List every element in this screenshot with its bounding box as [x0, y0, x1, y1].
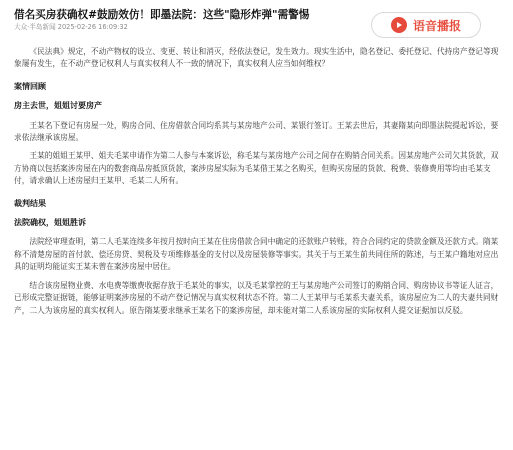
- article-meta: 大众·半岛新闻 2025-02-26 16:09:32: [14, 23, 128, 31]
- paragraph-case-2: 王某的姐姐王某甲、姐夫毛某申请作为第二人参与本案诉讼，称毛某与某房地产公司之间存在购销合同关系。因某房地产公司欠其货款，双方协商以包括案涉房屋在内的数套商品房抵顶货款，案涉房屋实际为毛某借王某之名购买，但购买房屋的货款、税费、装修费用等均由毛某支付，请求确认上述房屋归王某甲、毛某二人所有。: [14, 151, 499, 186]
- article-title: 借名买房获确权#鼓励效仿！即墨法院：这些"隐形炸弹"需警惕: [14, 9, 310, 21]
- sub-heading-result: 法院确权，姐姐胜诉: [14, 218, 86, 228]
- section-heading-case: 案情回顾: [14, 81, 46, 91]
- play-icon: [391, 17, 407, 33]
- paragraph-intro: 《民法典》规定，不动产物权的设立、变更、转让和消灭，经依法登记，发生效力。现实生活中，隐名登记、委托登记、代持房产登记等现象屡有发生，在不动产登记权利人与真实权利人不一致的情况下，真实权利人应当如何维权？: [14, 47, 499, 69]
- paragraph-result-1: 法院经审理查明，第二人毛某连续多年按月按时向王某在住房借款合同中确定的还款账户转账，符合合同约定的贷款金额及还款方式。隋某称不清楚房屋的首付款、偿还房贷、契税及专项维修基金的支付以及房屋装修等事实。其关于与王某生前共同住所的陈述，与王某户籍地对应出具的证明均能证实王某未曾在案涉房屋中居住。: [14, 237, 499, 272]
- paragraph-result-2: 结合该房屋物业费、水电费等缴费收据存放于毛某处的事实，以及毛某掌控的王与某房地产公司签订的购销合同、购房协议书等证人证言，已形成完整证据链，能够证明案涉房屋的不动产登记情况与真实权利状态不符。第二人王某甲与毛某系夫妻关系，该房屋应为二人的夫妻共同财产，二人为该房屋的真实权利人。原告隋某要求继承王某名下的案涉房屋，却未能对第二人系该房屋的实际权利人提交证据加以反驳。: [14, 280, 499, 315]
- article-body: [14, 46, 499, 317]
- section-heading-result: 裁判结果: [14, 198, 46, 208]
- sub-heading-case: 房主去世，姐姐讨要房产: [14, 101, 102, 111]
- paragraph-case-1: 王某名下登记有房屋一处，购房合同、住房借款合同均系其与某房地产公司、某银行签订。王某去世后，其妻隋某向即墨法院提起诉讼，要求依法继承该房屋。: [14, 120, 499, 143]
- voice-broadcast-button[interactable]: [371, 12, 481, 38]
- voice-broadcast-label: 语音播报: [412, 18, 461, 33]
